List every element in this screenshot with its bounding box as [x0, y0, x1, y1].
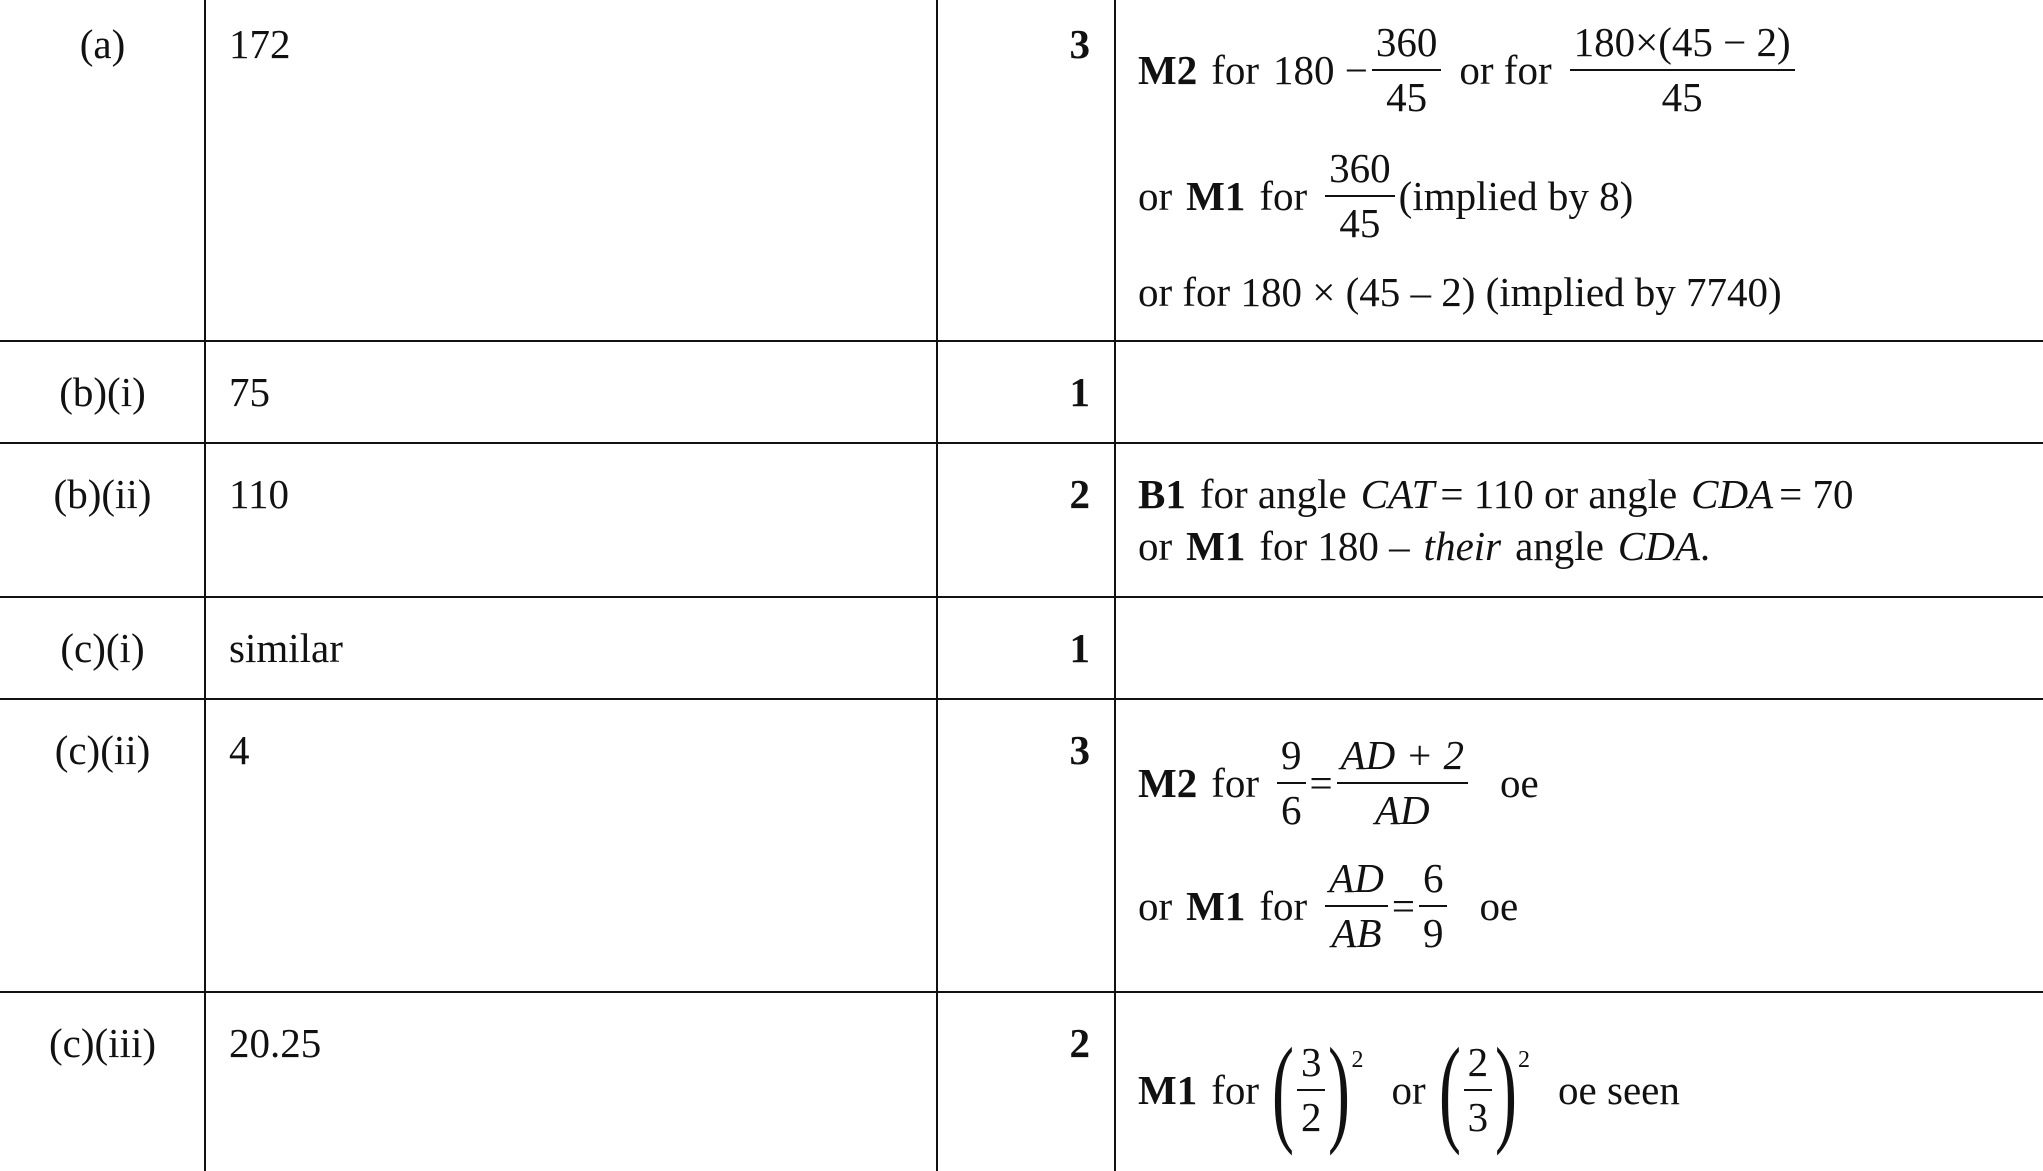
- right-paren: ): [1328, 1023, 1351, 1156]
- denominator: 45: [1661, 74, 1703, 120]
- fraction: [1277, 732, 1306, 833]
- mark: 1: [1069, 369, 1090, 415]
- guidance-text: angle: [1515, 523, 1604, 569]
- denominator: 45: [1339, 200, 1381, 246]
- guidance-text: or: [1138, 173, 1173, 219]
- answer: 4: [229, 727, 250, 773]
- mark-code: M1: [1186, 883, 1246, 929]
- answer: 20.25: [229, 1020, 322, 1066]
- guidance-math: CAT: [1360, 471, 1435, 517]
- fraction: [1570, 19, 1795, 120]
- denominator: 45: [1386, 74, 1428, 120]
- guidance-text: for: [1259, 173, 1308, 219]
- numerator: 3: [1297, 1042, 1326, 1091]
- row-divider: [0, 442, 2043, 444]
- denominator: AD: [1374, 787, 1430, 833]
- column-divider: [204, 0, 206, 1171]
- denominator: 2: [1300, 1094, 1322, 1140]
- guidance-text: (implied by 8): [1398, 173, 1634, 219]
- part-label: (b)(i): [59, 369, 146, 415]
- mark: 2: [1069, 471, 1090, 517]
- guidance-text: for: [1259, 883, 1308, 929]
- column-divider: [936, 0, 938, 1171]
- numerator: 360: [1372, 22, 1442, 71]
- answer: similar: [229, 625, 343, 671]
- fraction: [1337, 732, 1468, 833]
- fraction: [1464, 1039, 1493, 1140]
- guidance-text: or for 180 × (45 – 2) (implied by 7740): [1138, 269, 1782, 315]
- row-divider: [0, 698, 2043, 700]
- row-divider: [0, 991, 2043, 993]
- numerator: 180×(45 − 2): [1570, 22, 1795, 71]
- guidance-text: oe: [1479, 883, 1519, 929]
- guidance-line: [1138, 855, 1519, 956]
- numerator: 2: [1464, 1042, 1493, 1091]
- mark: 2: [1069, 1020, 1090, 1066]
- denominator: 9: [1422, 910, 1444, 956]
- mark: 3: [1069, 21, 1090, 67]
- guidance-text: oe seen: [1558, 1067, 1680, 1113]
- guidance-text: for: [1211, 760, 1260, 806]
- left-paren: (: [1438, 1023, 1461, 1156]
- exponent: 2: [1518, 1047, 1531, 1073]
- mark: 3: [1069, 727, 1090, 773]
- guidance-math: their: [1423, 523, 1502, 569]
- guidance-text: or: [1391, 1067, 1426, 1113]
- denominator: 6: [1281, 787, 1302, 833]
- guidance-line: [1138, 732, 1539, 833]
- denominator: 3: [1467, 1094, 1489, 1140]
- fraction: [1325, 145, 1395, 246]
- exponent: 2: [1351, 1047, 1364, 1073]
- answer: 172: [229, 21, 291, 67]
- guidance-text: for angle: [1199, 471, 1347, 517]
- mark-code: M1: [1186, 173, 1246, 219]
- mark-code: M2: [1138, 47, 1198, 93]
- mark-code: M1: [1138, 1067, 1198, 1113]
- guidance-text: 180 −: [1273, 47, 1368, 93]
- guidance-math: CDA: [1617, 523, 1700, 569]
- guidance-text: =: [1391, 883, 1415, 929]
- guidance-line: [1138, 145, 1634, 246]
- guidance-text: or for: [1459, 47, 1552, 93]
- guidance-text: for 180 –: [1259, 523, 1410, 569]
- mark-code: M2: [1138, 760, 1198, 806]
- fraction: [1325, 855, 1388, 956]
- mark: 1: [1069, 625, 1090, 671]
- row-divider: [0, 596, 2043, 598]
- fraction: [1297, 1039, 1326, 1140]
- mark-code: B1: [1138, 471, 1186, 517]
- guidance-text: = 110 or angle: [1440, 471, 1678, 517]
- numerator: AD: [1325, 858, 1388, 907]
- guidance-text: or: [1138, 523, 1173, 569]
- denominator: AB: [1331, 910, 1382, 956]
- row-divider: [0, 340, 2043, 342]
- guidance-text: for: [1211, 1067, 1260, 1113]
- numerator: AD + 2: [1337, 735, 1468, 784]
- mark-code: M1: [1186, 523, 1246, 569]
- part-label: (c)(ii): [54, 727, 151, 773]
- guidance-line: [1138, 19, 1799, 120]
- part-label: (c)(iii): [49, 1020, 156, 1066]
- guidance-text: or: [1138, 883, 1173, 929]
- guidance-line: [1138, 470, 1854, 518]
- answer: 75: [229, 369, 270, 415]
- numerator: 9: [1277, 735, 1306, 784]
- guidance-text: =: [1309, 760, 1333, 806]
- guidance-math: CDA: [1691, 471, 1774, 517]
- guidance-text: oe: [1499, 760, 1539, 806]
- part-label: (a): [79, 21, 126, 67]
- column-divider: [1114, 0, 1116, 1171]
- guidance-text: .: [1699, 523, 1711, 569]
- fraction: [1419, 855, 1448, 956]
- numerator: 360: [1325, 148, 1395, 197]
- left-paren: (: [1272, 1023, 1294, 1156]
- fraction: [1372, 19, 1442, 120]
- part-label: (c)(i): [60, 625, 145, 671]
- guidance-line: [1138, 522, 1710, 570]
- numerator: 6: [1419, 858, 1448, 907]
- guidance-text: for: [1211, 47, 1260, 93]
- part-label: (b)(ii): [53, 471, 152, 517]
- guidance-text: = 70: [1779, 471, 1854, 517]
- answer: 110: [229, 471, 289, 517]
- guidance-line: [1138, 1023, 1680, 1156]
- right-paren: ): [1495, 1023, 1518, 1156]
- guidance-line: [1138, 268, 1782, 316]
